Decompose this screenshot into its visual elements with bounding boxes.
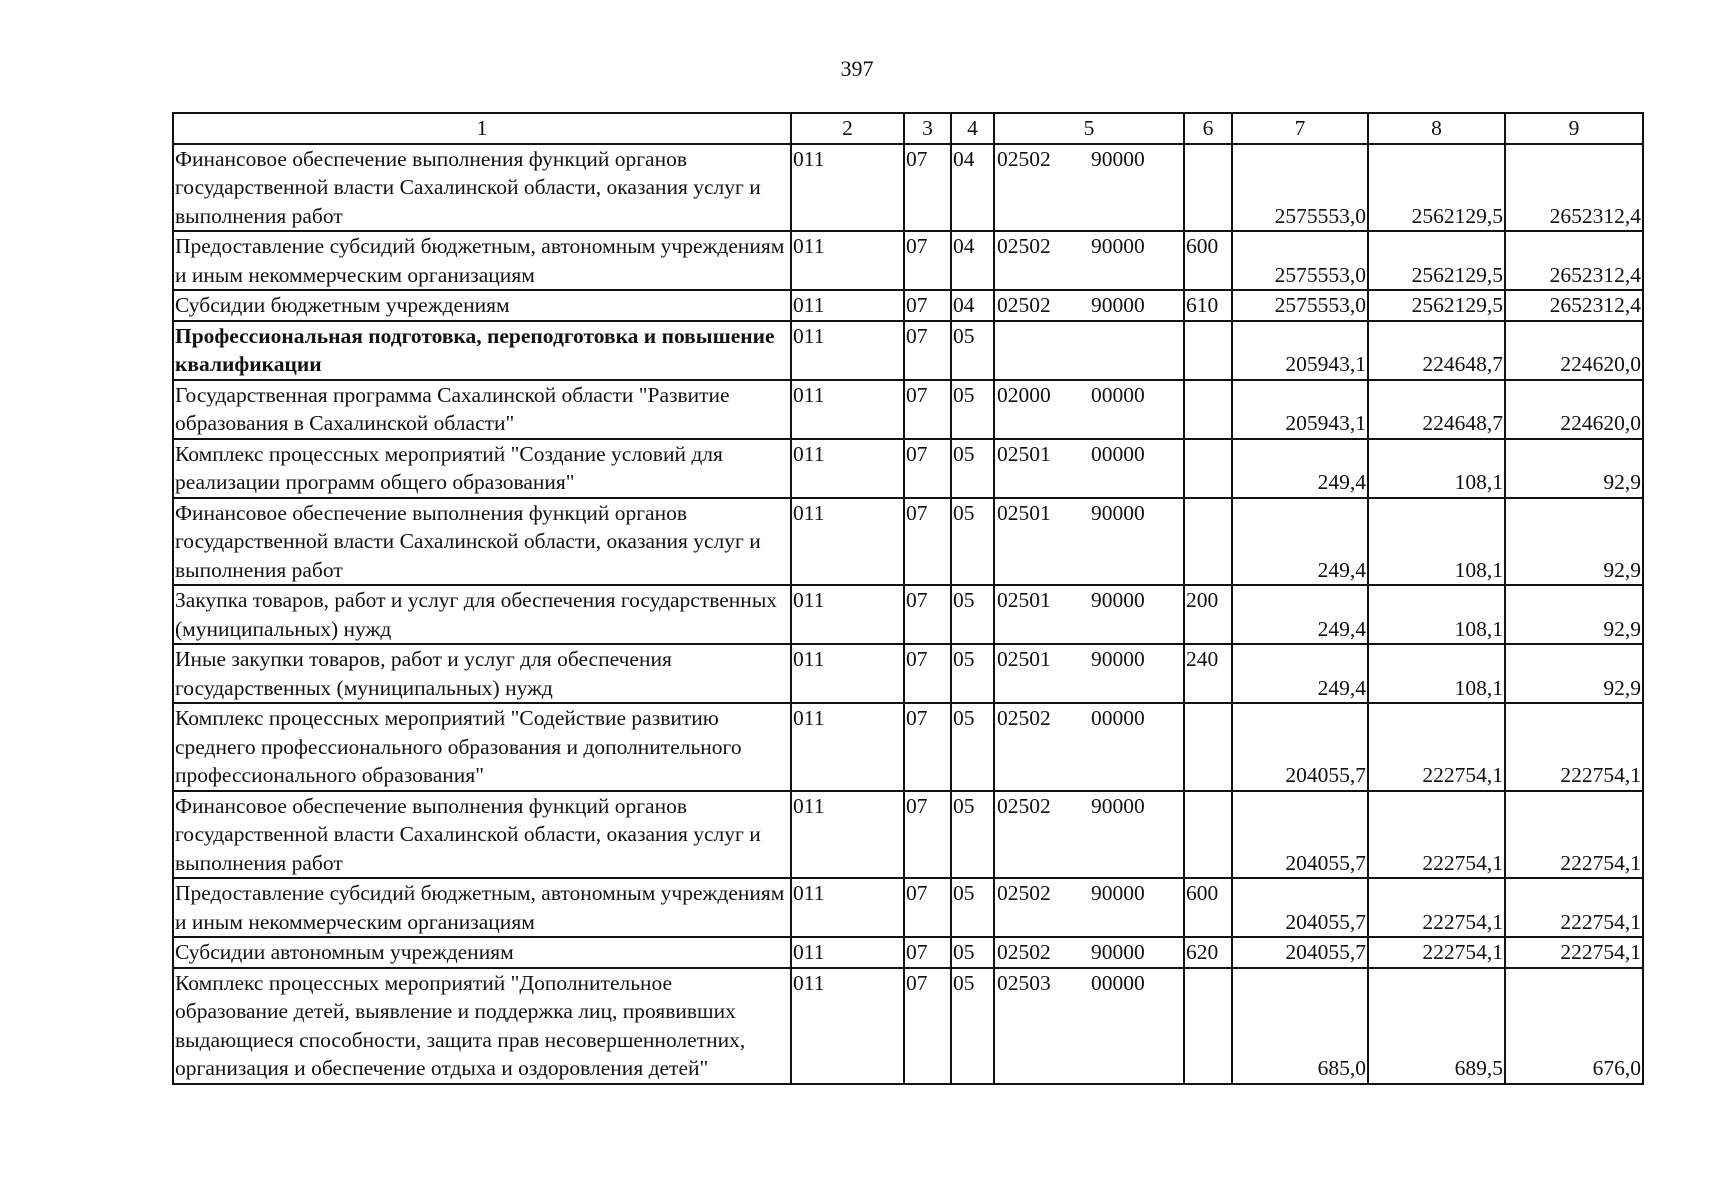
- target-article-code: [994, 644, 1184, 703]
- chapter-code: 07: [904, 878, 951, 937]
- row-name: Финансовое обеспечение выполнения функций органов государственной власти Сахалинской области, оказания услуг и выполнения работ: [173, 791, 791, 879]
- table-row: [173, 644, 1643, 703]
- expense-type-code: [1184, 144, 1232, 232]
- chapter-code: 07: [904, 585, 951, 644]
- program-code: 02501: [997, 647, 1051, 671]
- amount-year-3: 676,0: [1505, 968, 1643, 1084]
- direction-code: 90000: [1091, 293, 1145, 317]
- chapter-code: 07: [904, 290, 951, 321]
- chapter-code: 07: [904, 791, 951, 879]
- amount-year-3: 2652312,4: [1505, 290, 1643, 321]
- direction-code: 90000: [1091, 940, 1145, 964]
- target-article-code: [994, 968, 1184, 1084]
- target-article-code: [994, 703, 1184, 791]
- subchapter-code: 05: [951, 439, 994, 498]
- expense-type-code: [1184, 498, 1232, 586]
- header-cell: 5: [994, 113, 1184, 144]
- target-article-code: [994, 878, 1184, 937]
- table-row: [173, 585, 1643, 644]
- target-article-code: [994, 380, 1184, 439]
- direction-code: 90000: [1091, 146, 1145, 171]
- expense-type-code: 600: [1184, 231, 1232, 290]
- expense-type-code: [1184, 321, 1232, 380]
- program-code: 02502: [997, 234, 1051, 258]
- amount-year-3: 92,9: [1505, 498, 1643, 586]
- target-article-code: [994, 290, 1184, 321]
- section-code: 011: [791, 878, 904, 937]
- amount-year-1: 2575553,0: [1232, 231, 1368, 290]
- table-row: [173, 937, 1643, 968]
- subchapter-code: 05: [951, 321, 994, 380]
- row-name: Комплекс процессных мероприятий "Содействие развитию среднего профессионального образования и дополнительного профессионального образования": [173, 703, 791, 791]
- subchapter-code: 05: [951, 585, 994, 644]
- table-row: [173, 290, 1643, 321]
- amount-year-3: 224620,0: [1505, 321, 1643, 380]
- subchapter-code: 05: [951, 968, 994, 1084]
- table-row: [173, 380, 1643, 439]
- amount-year-2: 224648,7: [1368, 321, 1505, 380]
- expense-type-code: 610: [1184, 290, 1232, 321]
- amount-year-2: 222754,1: [1368, 937, 1505, 968]
- section-code: 011: [791, 585, 904, 644]
- header-cell: 4: [951, 113, 994, 144]
- table-row: [173, 321, 1643, 380]
- target-article-code: [994, 585, 1184, 644]
- section-code: 011: [791, 644, 904, 703]
- row-name: Иные закупки товаров, работ и услуг для обеспечения государственных (муниципальных) нужд: [173, 644, 791, 703]
- chapter-code: 07: [904, 703, 951, 791]
- direction-code: 90000: [1091, 881, 1145, 905]
- row-name: Государственная программа Сахалинской области "Развитие образования в Сахалинской области": [173, 380, 791, 439]
- amount-year-1: 685,0: [1232, 968, 1368, 1084]
- direction-code: 90000: [1091, 588, 1145, 612]
- target-article-code: [994, 144, 1184, 232]
- section-code: 011: [791, 703, 904, 791]
- section-code: 011: [791, 498, 904, 586]
- row-name: Закупка товаров, работ и услуг для обеспечения государственных (муниципальных) нужд: [173, 585, 791, 644]
- section-code: 011: [791, 439, 904, 498]
- chapter-code: 07: [904, 231, 951, 290]
- subchapter-code: 05: [951, 644, 994, 703]
- amount-year-3: 224620,0: [1505, 380, 1643, 439]
- amount-year-1: 205943,1: [1232, 380, 1368, 439]
- direction-code: 00000: [1091, 382, 1145, 407]
- section-code: 011: [791, 321, 904, 380]
- program-code: 02000: [997, 382, 1051, 407]
- amount-year-3: 222754,1: [1505, 791, 1643, 879]
- target-article-code: [994, 439, 1184, 498]
- amount-year-3: 222754,1: [1505, 937, 1643, 968]
- amount-year-1: 204055,7: [1232, 937, 1368, 968]
- direction-code: 90000: [1091, 234, 1145, 258]
- subchapter-code: 05: [951, 937, 994, 968]
- expense-type-code: [1184, 703, 1232, 791]
- amount-year-2: 689,5: [1368, 968, 1505, 1084]
- amount-year-3: 92,9: [1505, 644, 1643, 703]
- section-code: 011: [791, 791, 904, 879]
- subchapter-code: 05: [951, 878, 994, 937]
- amount-year-1: 205943,1: [1232, 321, 1368, 380]
- expense-type-code: 620: [1184, 937, 1232, 968]
- program-code: 02502: [997, 706, 1051, 730]
- row-name: Субсидии автономным учреждениям: [173, 937, 791, 968]
- table-row: [173, 968, 1643, 1084]
- program-code: 02502: [997, 940, 1051, 964]
- amount-year-2: 2562129,5: [1368, 290, 1505, 321]
- expense-type-code: [1184, 380, 1232, 439]
- amount-year-2: 222754,1: [1368, 791, 1505, 879]
- section-code: 011: [791, 144, 904, 232]
- direction-code: 00000: [1091, 706, 1145, 730]
- amount-year-3: 92,9: [1505, 439, 1643, 498]
- amount-year-1: 204055,7: [1232, 703, 1368, 791]
- table-row: [173, 439, 1643, 498]
- expense-type-code: [1184, 791, 1232, 879]
- program-code: 02502: [997, 881, 1051, 905]
- amount-year-2: 222754,1: [1368, 878, 1505, 937]
- program-code: 02503: [997, 970, 1051, 995]
- header-cell: 9: [1505, 113, 1643, 144]
- amount-year-1: 249,4: [1232, 439, 1368, 498]
- expense-type-code: [1184, 439, 1232, 498]
- row-name: Комплекс процессных мероприятий "Создание условий для реализации программ общего образования": [173, 439, 791, 498]
- table-row: [173, 791, 1643, 879]
- amount-year-3: 222754,1: [1505, 878, 1643, 937]
- direction-code: 90000: [1091, 793, 1145, 818]
- subchapter-code: 04: [951, 290, 994, 321]
- row-name: Субсидии бюджетным учреждениям: [173, 290, 791, 321]
- section-code: 011: [791, 380, 904, 439]
- amount-year-1: 249,4: [1232, 644, 1368, 703]
- row-name: Финансовое обеспечение выполнения функций органов государственной власти Сахалинской области, оказания услуг и выполнения работ: [173, 144, 791, 232]
- section-code: 011: [791, 231, 904, 290]
- program-code: 02502: [997, 293, 1051, 317]
- target-article-code: [994, 498, 1184, 586]
- amount-year-2: 224648,7: [1368, 380, 1505, 439]
- direction-code: 90000: [1091, 647, 1145, 671]
- table-row: [173, 231, 1643, 290]
- page-number: 397: [840, 56, 874, 81]
- amount-year-1: 204055,7: [1232, 791, 1368, 879]
- amount-year-2: 2562129,5: [1368, 144, 1505, 232]
- table-row: [173, 703, 1643, 791]
- expense-type-code: [1184, 968, 1232, 1084]
- header-cell: 7: [1232, 113, 1368, 144]
- amount-year-2: 2562129,5: [1368, 231, 1505, 290]
- amount-year-3: 2652312,4: [1505, 231, 1643, 290]
- table-row: [173, 498, 1643, 586]
- budget-table: [172, 112, 1644, 1085]
- amount-year-2: 108,1: [1368, 439, 1505, 498]
- subchapter-code: 04: [951, 231, 994, 290]
- expense-type-code: 200: [1184, 585, 1232, 644]
- expense-type-code: 240: [1184, 644, 1232, 703]
- direction-code: 90000: [1091, 500, 1145, 525]
- subchapter-code: 05: [951, 791, 994, 879]
- row-name: Предоставление субсидий бюджетным, автономным учреждениям и иным некоммерческим организациям: [173, 878, 791, 937]
- target-article-code: [994, 231, 1184, 290]
- program-code: 02501: [997, 441, 1051, 466]
- chapter-code: 07: [904, 498, 951, 586]
- header-cell: 3: [904, 113, 951, 144]
- target-article-code: [994, 791, 1184, 879]
- chapter-code: 07: [904, 439, 951, 498]
- amount-year-3: 92,9: [1505, 585, 1643, 644]
- row-name: Предоставление субсидий бюджетным, автономным учреждениям и иным некоммерческим организациям: [173, 231, 791, 290]
- table-row: [173, 144, 1643, 232]
- amount-year-1: 2575553,0: [1232, 144, 1368, 232]
- program-code: 02502: [997, 793, 1051, 818]
- direction-code: 00000: [1091, 970, 1145, 995]
- amount-year-1: 249,4: [1232, 498, 1368, 586]
- amount-year-2: 108,1: [1368, 644, 1505, 703]
- table-row: [173, 878, 1643, 937]
- amount-year-1: 249,4: [1232, 585, 1368, 644]
- section-code: 011: [791, 937, 904, 968]
- subchapter-code: 05: [951, 703, 994, 791]
- header-cell: 6: [1184, 113, 1232, 144]
- amount-year-2: 108,1: [1368, 585, 1505, 644]
- amount-year-2: 222754,1: [1368, 703, 1505, 791]
- row-name: Финансовое обеспечение выполнения функций органов государственной власти Сахалинской области, оказания услуг и выполнения работ: [173, 498, 791, 586]
- chapter-code: 07: [904, 968, 951, 1084]
- chapter-code: 07: [904, 644, 951, 703]
- direction-code: 00000: [1091, 441, 1145, 466]
- section-code: 011: [791, 290, 904, 321]
- target-article-code: [994, 321, 1184, 380]
- amount-year-3: 222754,1: [1505, 703, 1643, 791]
- program-code: 02502: [997, 146, 1051, 171]
- header-cell: 2: [791, 113, 904, 144]
- amount-year-1: 204055,7: [1232, 878, 1368, 937]
- table-header-row: [173, 113, 1643, 144]
- amount-year-1: 2575553,0: [1232, 290, 1368, 321]
- target-article-code: [994, 937, 1184, 968]
- chapter-code: 07: [904, 144, 951, 232]
- amount-year-2: 108,1: [1368, 498, 1505, 586]
- chapter-code: 07: [904, 937, 951, 968]
- subchapter-code: 05: [951, 380, 994, 439]
- expense-type-code: 600: [1184, 878, 1232, 937]
- program-code: 02501: [997, 500, 1051, 525]
- subchapter-code: 05: [951, 498, 994, 586]
- amount-year-3: 2652312,4: [1505, 144, 1643, 232]
- header-cell: 8: [1368, 113, 1505, 144]
- row-name: Профессиональная подготовка, переподготовка и повышение квалификации: [173, 321, 791, 380]
- program-code: 02501: [997, 588, 1051, 612]
- subchapter-code: 04: [951, 144, 994, 232]
- chapter-code: 07: [904, 380, 951, 439]
- chapter-code: 07: [904, 321, 951, 380]
- section-code: 011: [791, 968, 904, 1084]
- header-cell: 1: [173, 113, 791, 144]
- row-name: Комплекс процессных мероприятий "Дополнительное образование детей, выявление и поддержка лиц, проявивших выдающиеся способности, защита прав несовершеннолетних, организация и обеспечение отдыха и оздоровления детей": [173, 968, 791, 1084]
